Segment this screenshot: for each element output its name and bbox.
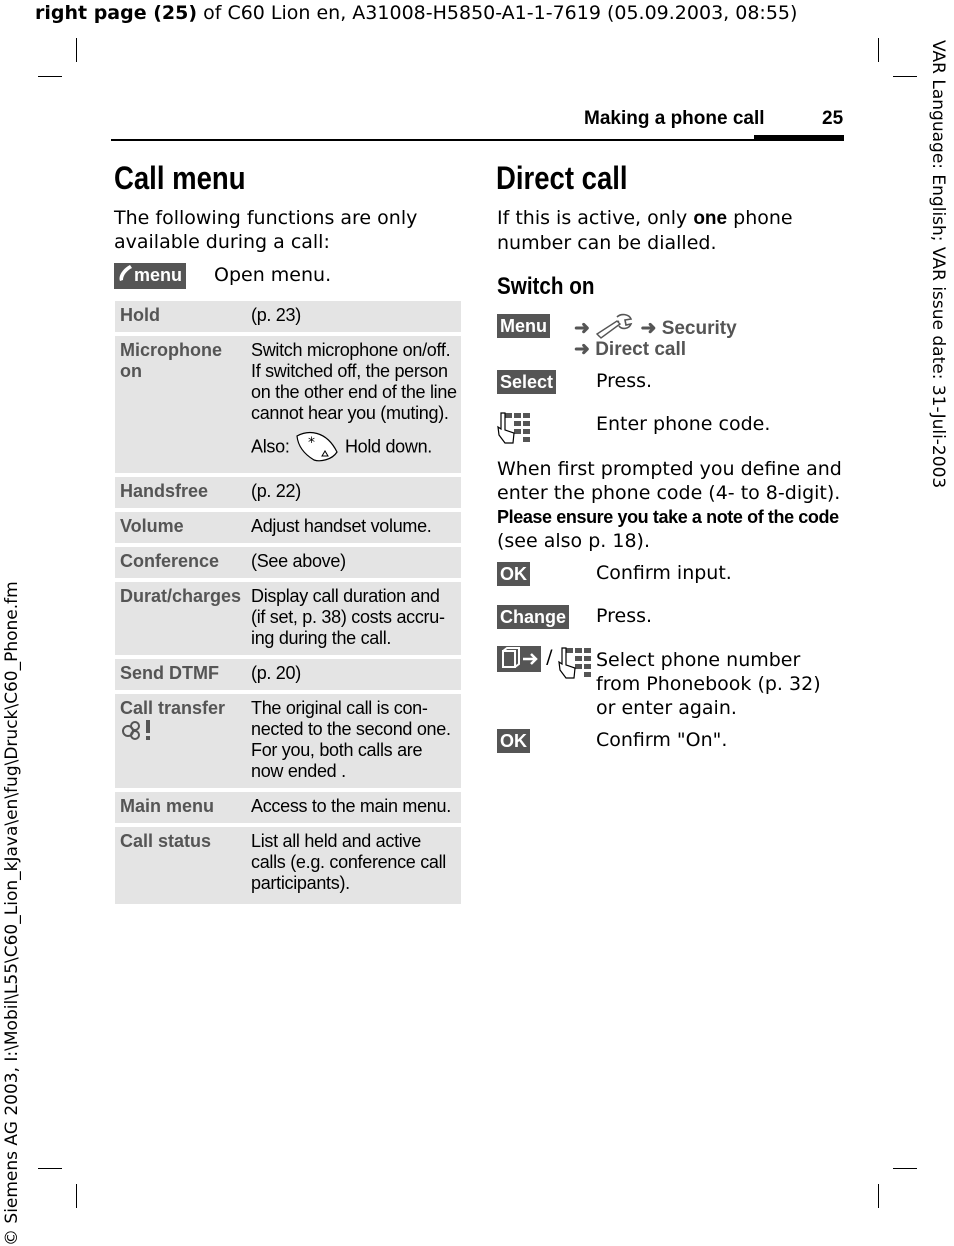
row-key: Conference bbox=[115, 547, 246, 578]
crop-mark bbox=[76, 38, 77, 62]
keypad-icon bbox=[558, 646, 594, 684]
arrow-right-icon: ➜ bbox=[574, 339, 590, 360]
row-key: Call transfer bbox=[120, 698, 226, 718]
row-value: (p. 22) bbox=[246, 477, 461, 508]
call-menu-intro: The following functions are only available during a call: bbox=[114, 207, 418, 253]
path-security: Security bbox=[661, 318, 737, 340]
crop-mark bbox=[878, 38, 879, 62]
table-row bbox=[115, 512, 461, 543]
ok-softkey-confirm: OK bbox=[497, 729, 530, 753]
meta-page-ref: right page (25) bbox=[35, 2, 198, 24]
direct-call-intro bbox=[497, 206, 842, 255]
arrow-right-icon: ➜ bbox=[574, 318, 590, 340]
table-row bbox=[115, 547, 461, 578]
enter-code-text: Enter phone code. bbox=[596, 413, 771, 435]
table-row bbox=[115, 477, 461, 508]
copyright-path: © Siemens AG 2003, I:\Mobil\L55\C60_Lion_kJava\en\fug\Druck\C60_Phone.fm bbox=[2, 581, 22, 1246]
table-row bbox=[115, 301, 461, 332]
crop-mark bbox=[76, 1184, 77, 1208]
running-header-title: Making a phone call bbox=[584, 108, 765, 129]
ok-softkey: OK bbox=[497, 562, 530, 586]
call-menu-table bbox=[115, 297, 461, 908]
network-service-icon bbox=[120, 719, 242, 746]
star-key-icon bbox=[294, 428, 340, 467]
side-text-right bbox=[928, 40, 948, 520]
phone-handset-icon bbox=[116, 263, 134, 289]
row-key: Call status bbox=[115, 827, 246, 904]
slash-separator: / bbox=[546, 646, 553, 668]
row-value: (p. 20) bbox=[246, 659, 461, 690]
table-row bbox=[115, 582, 461, 655]
table-row bbox=[115, 792, 461, 823]
phone-code-paragraph bbox=[497, 457, 842, 553]
row-key: Main menu bbox=[115, 792, 246, 823]
row-key: Volume bbox=[115, 512, 246, 543]
row-value: The original call is con-nected to the second one. For you, both calls are now ended . bbox=[246, 694, 461, 788]
side-text-left bbox=[2, 581, 22, 1246]
row-value bbox=[246, 336, 461, 473]
crop-mark bbox=[38, 1168, 62, 1169]
row-key: Hold bbox=[115, 301, 246, 332]
row-value: Adjust handset volume. bbox=[246, 512, 461, 543]
header-rule-accent bbox=[754, 135, 844, 141]
also-prefix: Also: bbox=[251, 436, 290, 457]
row-value: Display call duration and (if set, p. 38) costs accru-ing during the call. bbox=[246, 582, 461, 655]
call-menu-heading: Call menu bbox=[114, 160, 246, 196]
see-also-text: (see also p. 18). bbox=[497, 530, 650, 552]
meta-doc-info: of C60 Lion en, A31008-H5850-A1-1-7619 (05.09.2003, 08:55) bbox=[197, 2, 798, 24]
select-softkey: Select bbox=[497, 370, 556, 394]
keypad-icon bbox=[497, 411, 533, 449]
direct-call-heading: Direct call bbox=[496, 160, 628, 196]
row-value-extra bbox=[251, 428, 457, 467]
table-row bbox=[115, 336, 461, 473]
intro-text-end: phone number can be dialled. bbox=[497, 207, 793, 254]
crop-mark bbox=[38, 76, 62, 77]
crop-mark bbox=[893, 1168, 917, 1169]
table-row bbox=[115, 827, 461, 904]
row-key: Microphone on bbox=[115, 336, 246, 473]
row-value: Access to the main menu. bbox=[246, 792, 461, 823]
menu-softkey-label: menu bbox=[134, 265, 183, 285]
phonebook-action-text: Select phone number from Phonebook (p. 32) or enter again. bbox=[596, 649, 821, 719]
row-value: List all held and active calls (e.g. conference call participants). bbox=[246, 827, 461, 904]
row-key: Send DTMF bbox=[115, 659, 246, 690]
also-suffix: Hold down. bbox=[344, 436, 432, 457]
row-value: (p. 23) bbox=[246, 301, 461, 332]
row-key: Handsfree bbox=[115, 477, 246, 508]
arrow-right-icon: ➜ bbox=[640, 318, 657, 340]
path-direct-call: Direct call bbox=[595, 339, 687, 360]
menu-path-line2 bbox=[574, 338, 686, 361]
row-value: (See above) bbox=[246, 547, 461, 578]
table-row bbox=[115, 659, 461, 690]
crop-mark bbox=[878, 1184, 879, 1208]
ok-action-text: Confirm input. bbox=[596, 562, 732, 584]
page-number: 25 bbox=[822, 108, 844, 129]
crop-mark bbox=[893, 76, 917, 77]
select-action-text: Press. bbox=[596, 370, 653, 392]
table-row bbox=[115, 694, 461, 788]
ok-confirm-text: Confirm "On". bbox=[596, 729, 728, 751]
change-softkey: Change bbox=[497, 605, 569, 629]
row-key-cell bbox=[115, 694, 246, 788]
svg-text:*: * bbox=[308, 435, 315, 451]
row-key: Durat/charges bbox=[115, 582, 246, 655]
phonebook-key-icon bbox=[497, 646, 541, 676]
row-value-text: Switch microphone on/off. If switched off, the person on the other end of the line cannot hear you (muting). bbox=[251, 340, 457, 423]
switch-on-subheading: Switch on bbox=[497, 273, 595, 300]
document-meta-line bbox=[35, 2, 797, 24]
note-warning: Please ensure you take a note of the code bbox=[497, 507, 839, 527]
intro-text: If this is active, only bbox=[497, 207, 694, 229]
menu-action-text: Open menu. bbox=[214, 264, 332, 286]
header-rule bbox=[111, 139, 844, 141]
phone-code-text: When first prompted you define and enter the phone code (4- to 8-digit). bbox=[497, 458, 842, 504]
intro-emphasis: one bbox=[693, 208, 728, 229]
change-action-text: Press. bbox=[596, 605, 653, 627]
var-language-info: VAR Language: English; VAR issue date: 31-Juli-2003 bbox=[928, 40, 948, 489]
phonebook-or-keypad bbox=[497, 646, 594, 684]
menu-softkey-right: Menu bbox=[497, 314, 550, 338]
menu-softkey bbox=[114, 263, 186, 289]
